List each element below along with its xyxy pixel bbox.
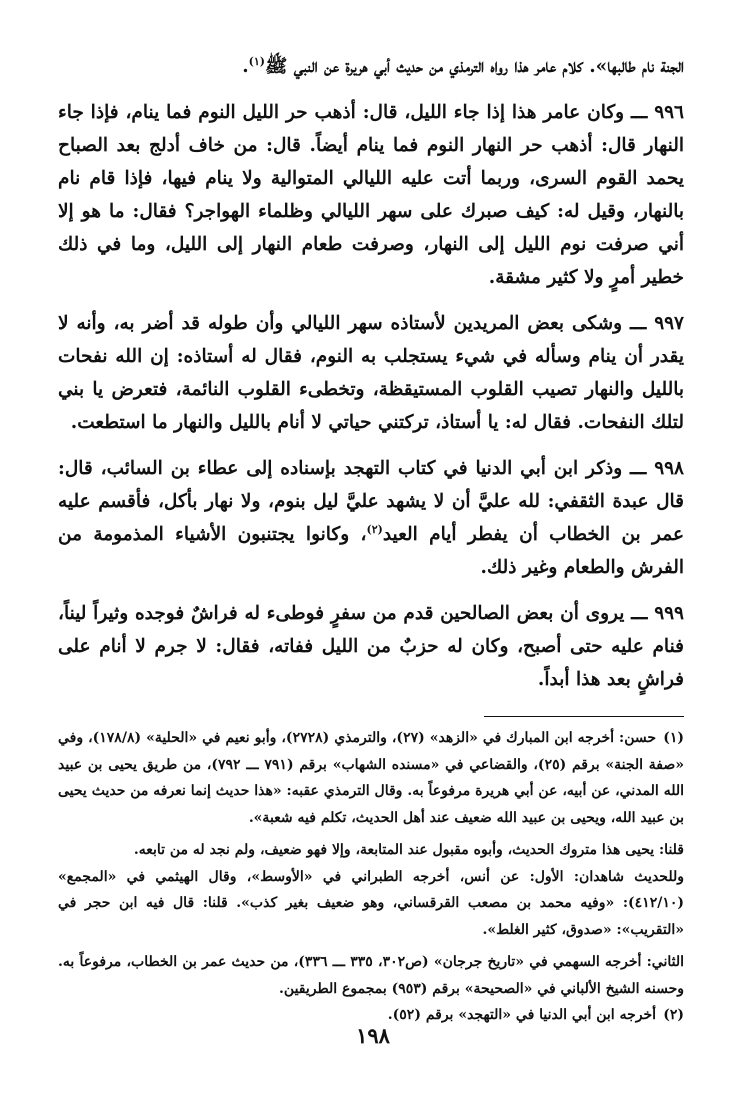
paragraph-996 <box>58 96 684 294</box>
footnotes <box>58 725 684 1029</box>
paragraph-number: ٩٩٩ <box>654 603 684 624</box>
paragraph-text: الجنة نام طالبها». كلام عامر هذا رواه الترمذي من حديث أبي هريرة عن النبي ﷺ <box>265 56 684 77</box>
paragraph-text: ـــ يروى أن بعض الصالحين قدم من سفرٍ فوطىء له فراشٌ فوجده وثيراً ليناً، فنام عليه حتى أصبح، وكان له حزبٌ من الليل ففاته، فقال: لا جرم لا أنام على فراشٍ بعد هذا أبداً. <box>58 603 684 690</box>
footnote-ref-2: (٢) <box>366 522 383 536</box>
footnote-1-comment-3 <box>58 949 684 1002</box>
footnote-text: الثاني: أخرجه السهمي في «تاريخ جرجان» (ص٣٠٢، ٣٣٥ ـــ ٣٣٦)، من حديث عمر بن الخطاب، مرفوعاً به. وحسنه الشيخ الألباني في «الصحيحة» برقم (٩٥٣) بمجموع الطريقين. <box>58 954 684 997</box>
paragraph-text: ـــ وكان عامر هذا إذا جاء الليل، قال: أذهب حر الليل النوم فما ينام، فإذا جاء النهار قال: أذهب حر النهار النوم فما ينام أيضاً. قال: من خاف أدلج بعد الصباح يحمد القوم السرى، وربما أتت عليه الليالي المتوالية ولا ينام فيها، فإذا قام نام بالنهار، وقيل له: كيف صبرك على سهر الليالي وظلماء الهواجر؟ فقال: ما هو إلا أني صرفت نوم الليل إلى النهار، وصرفت طعام النهار إلى الليل، وما في ذلك خطير أمرٍ ولا كثير مشقة. <box>58 102 684 288</box>
footnote-text: أخرجه ابن أبي الدنيا في «التهجد» برقم (٥٢). <box>387 1007 656 1023</box>
footnote-separator <box>484 716 684 717</box>
main-text <box>58 50 684 696</box>
paragraph-text: ـــ وشكى بعض المريدين لأستاذه سهر الليالي وأن طوله قد أضر به، وأنه لا يقدر أن ينام وسأله في شيء يستجلب به النوم، فقال له أستاذه: إن الله نفحات بالليل والنهار تصيب القلوب المستيقظة، وتخطىء القلوب النائمة، فتعرض يا بني لتلك النفحات. فقال له: يا أستاذ، تركتني حياتي لا أنام بالليل والنهار ما استطعت. <box>58 313 684 433</box>
paragraph-number: ٩٩٦ <box>654 102 684 123</box>
footnote-text: قلنا: يحيى هذا متروك الحديث، وأبوه مقبول عند المتابعة، وإلا فهو ضعيف، ولم نجد له من تابعه. <box>133 842 684 858</box>
paragraph-997 <box>58 307 684 439</box>
paragraph-continuation <box>58 50 684 83</box>
paragraph-998 <box>58 452 684 584</box>
footnote-text: حسن: أخرجه ابن المبارك في «الزهد» (٢٧)، والترمذي (٢٧٢٨)، وأبو نعيم في «الحلية» (١٧٨/٨)، وفي «صفة الجنة» برقم (٢٥)، والقضاعي في «مسنده الشهاب» برقم (٧٩١ ـــ ٧٩٢)، من طريق يحيى بن عبيد الله المدني، عن أبيه، عن أبي هريرة مرفوعاً به. وقال الترمذي عقبه: «هذا حديث إنما نعرفه من حديث يحيى بن عبيد الله، ويحيى بن عبيد الله ضعيف عند أهل الحديث، تكلم فيه شعبة». <box>58 730 685 826</box>
paragraph-text-continued: ، وكانوا يجتنبون الأشياء المذمومة من الفرش والطعام وغير ذلك. <box>58 524 684 578</box>
footnote-text: وللحديث شاهدان: الأول: عن أنس، أخرجه الطبراني في «الأوسط»، وقال الهيثمي في «المجمع» (٤١٢/١٠): «وفيه محمد بن مصعب القرقساني، وهو ضعيف بغير كذب». قلنا: قال فيه ابن حجر في «التقريب»: «صدوق، كثير الغلط». <box>58 868 684 938</box>
paragraph-end: . <box>242 56 249 77</box>
paragraph-number: ٩٩٧ <box>654 313 684 334</box>
footnote-1-comment-1 <box>58 837 684 864</box>
paragraph-text: ـــ وذكر ابن أبي الدنيا في كتاب التهجد بإسناده إلى عطاء بن السائب، قال: قال عبدة الثقفي: لله عليَّ أن لا يشهد عليَّ ليل بنوم، ولا نهار بأكل، فأقسم عليه عمر بن الخطاب أن يفطر أيام العيد <box>58 458 684 545</box>
page-number: ١٩٨ <box>356 1023 390 1048</box>
footnote-number: (١) <box>663 730 685 746</box>
paragraph-number: ٩٩٨ <box>654 458 684 479</box>
footnote-number: (٢) <box>663 1007 684 1023</box>
footnote-ref-1: (١) <box>248 54 266 68</box>
footnote-1 <box>58 725 684 831</box>
footnote-1-comment-2 <box>58 864 684 944</box>
paragraph-999 <box>58 597 684 696</box>
